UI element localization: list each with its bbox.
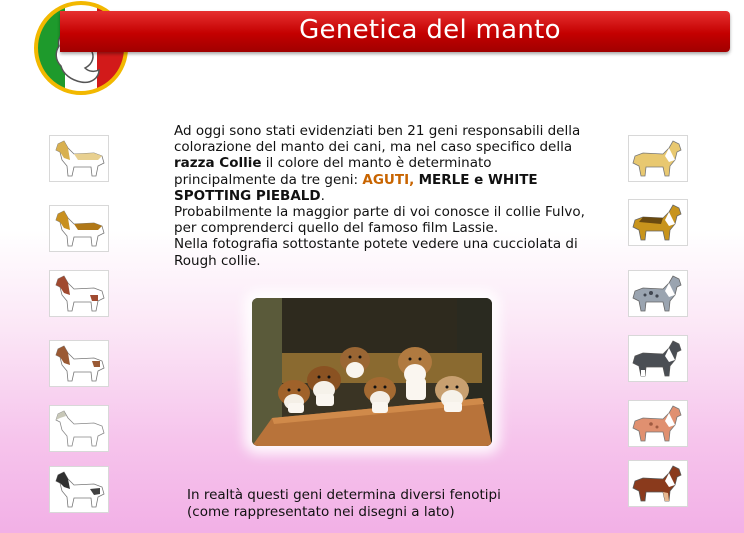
intro-text-1: Ad oggi sono stati evidenziati ben 21 geni responsabili della colorazione del manto dei cani, ma nel caso specifico della — [174, 123, 581, 156]
page-title: Genetica del manto — [299, 15, 561, 45]
collie-drawing-tricolor-left — [49, 466, 109, 513]
collie-drawing-brown-left — [49, 340, 109, 387]
gene-white-spotting: WHITE SPOTTING PIEBALD — [174, 171, 538, 204]
gene-merle: MERLE — [418, 171, 470, 188]
gene-conjunction: e — [469, 171, 489, 188]
collie-drawing-mahogany-right — [628, 460, 688, 507]
footer-note-line-2: (come rappresentato nei disegni a lato) — [187, 504, 455, 520]
collie-drawing-mahogany-left — [49, 205, 109, 252]
collie-drawing-white-left — [49, 405, 109, 452]
collie-drawing-tricolor-right — [628, 335, 688, 382]
collie-drawing-sable-right — [628, 135, 688, 182]
title-bar — [60, 11, 730, 52]
collie-drawing-dark-sable-right — [628, 199, 688, 246]
gene-aguti: AGUTI, — [362, 171, 415, 188]
collie-drawing-sable-left — [49, 135, 109, 182]
collie-drawing-red-left — [49, 270, 109, 317]
intro-text-3: . — [320, 187, 325, 204]
breed-name: razza Collie — [174, 155, 262, 172]
intro-text-2: il colore del manto è determinato principalmente da tre geni: — [174, 155, 492, 188]
collie-drawing-red-merle-right — [628, 400, 688, 447]
footer-note — [187, 487, 567, 521]
puppies-photo — [252, 298, 492, 446]
footer-note-line-1: In realtà questi geni determina diversi fenotipi — [187, 487, 501, 503]
intro-text-4: Probabilmente la maggior parte di voi conosce il collie Fulvo, per comprenderci quello del famoso film Lassie. — [174, 204, 585, 237]
intro-text-5: Nella fotografia sottostante potete vedere una cucciolata di Rough collie. — [174, 236, 578, 269]
intro-paragraph — [174, 123, 594, 269]
collie-drawing-blue-merle-right — [628, 270, 688, 317]
